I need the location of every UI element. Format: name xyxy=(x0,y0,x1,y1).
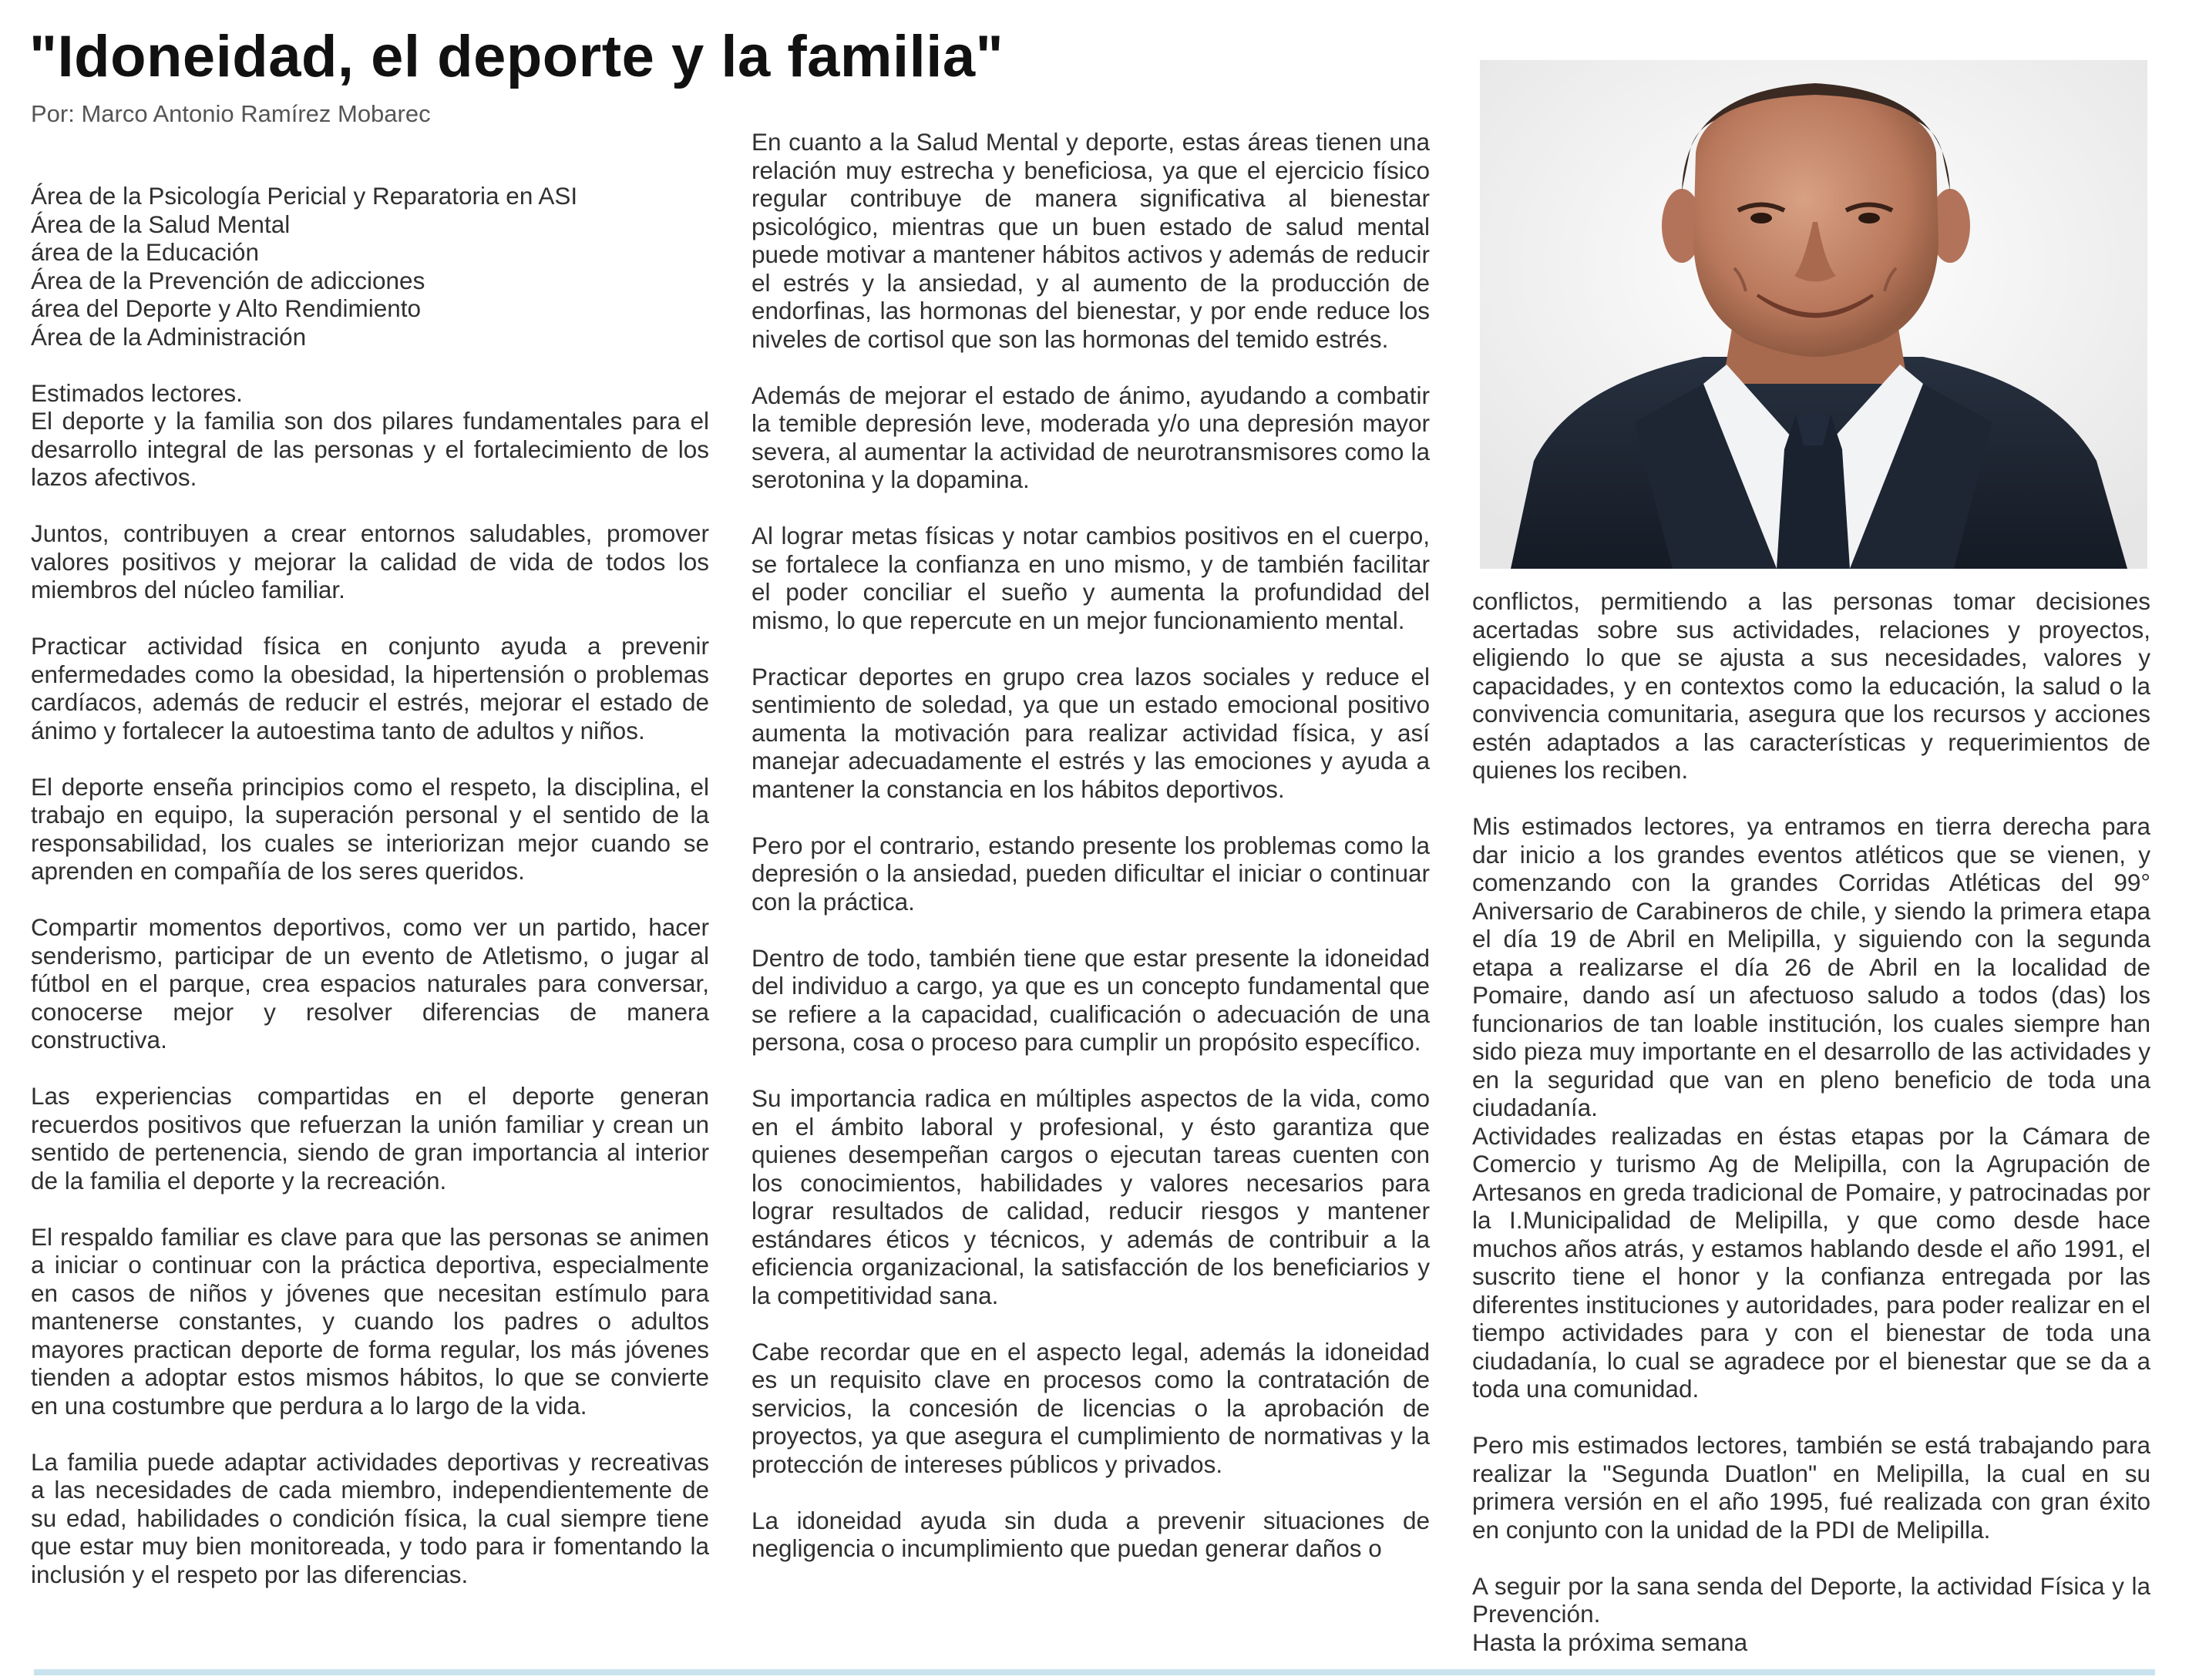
author-area: Área de la Psicología Pericial y Reparatoria en ASI xyxy=(31,182,578,210)
author-area: Área de la Prevención de adicciones xyxy=(31,266,425,294)
paragraph: A seguir por la sana senda del Deporte, la actividad Física y la Prevención. xyxy=(1472,1571,2150,1628)
article-title: "Idoneidad, el deporte y la familia" xyxy=(29,24,1004,89)
article-column-2 xyxy=(752,128,1430,1563)
paragraph: Pero por el contrario, estando presente los problemas como la depresión o la ansiedad, pueden dificultar el iniciar o continuar con la práctica. xyxy=(752,831,1430,916)
paragraph: Además de mejorar el estado de ánimo, ayudando a combatir la temible depresión leve, moderada y/o una depresión mayor severa, al aumentar la actividad de neurotransmisores como la serotonina y la dopamina. xyxy=(752,381,1430,493)
author-area: Área de la Salud Mental xyxy=(31,210,291,238)
greeting: Estimados lectores. xyxy=(31,378,243,407)
article-column-3 xyxy=(1472,587,2150,1656)
article-byline: Por: Marco Antonio Ramírez Mobarec xyxy=(31,100,431,127)
paragraph: Su importancia radica en múltiples aspectos de la vida, como en el ámbito laboral y profesional, y ésto garantiza que quienes desempeñan cargos o ejecutan tareas cuenten con los conocimientos, habilidades y valores necesarios para lograr resultados de calidad, reducir riesgos y mantener estándares éticos y técnicos, y además de contribuir a la eficiencia organizacional, la satisfacción de los beneficiarios y la competitividad sana. xyxy=(752,1084,1430,1309)
author-area: Área de la Administración xyxy=(31,322,307,351)
paragraph: El respaldo familiar es clave para que las personas se animen a iniciar o continuar con la práctica deportiva, especialmente en casos de niños y jóvenes que necesitan estímulo para mantenerse constantes, y cuando los padres o adultos mayores practican deporte de forma regular, los más jóvenes tienden a adoptar estos mismos hábitos, lo que se convierte en una costumbre que perdura a lo largo de la vida. xyxy=(31,1222,709,1420)
author-areas-list xyxy=(31,182,709,351)
signoff: Hasta la próxima semana xyxy=(1472,1628,1748,1656)
footer-rule xyxy=(34,1669,2155,1675)
paragraph: En cuanto a la Salud Mental y deporte, estas áreas tienen una relación muy estrecha y beneficiosa, ya que el ejercicio físico regular contribuye de manera significativa al bienestar psicológico, mientras que un buen estado de salud mental puede motivar a mantener hábitos activos y además de reducir el estrés y la ansiedad, y al aumento de la producción de endorfinas, las hormonas del bienestar, y por ende reduce los niveles de cortisol que son las hormonas del temido estrés. xyxy=(752,128,1430,353)
author-portrait-illustration xyxy=(1480,60,2147,569)
paragraph-text: El deporte y la familia son dos pilares fundamentales para el desarrollo integral de las personas y el fortalecimiento de los lazos afectivos. xyxy=(31,407,709,491)
paragraph: Las experiencias compartidas en el deporte generan recuerdos positivos que refuerzan la unión familiar y crean un sentido de pertenencia, siendo de gran importancia al interior de la familia el deporte y la recreación. xyxy=(31,1082,709,1194)
paragraph: La idoneidad ayuda sin duda a prevenir situaciones de negligencia o incumplimiento que puedan generar daños o xyxy=(752,1506,1430,1562)
paragraph: Al lograr metas físicas y notar cambios positivos en el cuerpo, se fortalece la confianza en uno mismo, y de también facilitar el poder conciliar el sueño y aumenta la profundidad del mismo, lo que repercute en un mejor funcionamiento mental. xyxy=(752,522,1430,634)
paragraph: Compartir momentos deportivos, como ver un partido, hacer senderismo, participar de un evento de Atletismo, o jugar al fútbol en el parque, crea espacios naturales para conversar, conocerse mejor y resolver diferencias de manera constructiva. xyxy=(31,913,709,1053)
paragraph: El deporte enseña principios como el respeto, la disciplina, el trabajo en equipo, la superación personal y el sentido de la responsabilidad, los cuales se interiorizan mejor cuando se aprenden en compañía de los seres queridos. xyxy=(31,772,709,885)
paragraph: Actividades realizadas en éstas etapas por la Cámara de Comercio y turismo Ag de Melipilla, con la Agrupación de Artesanos en greda tradicional de Pomaire, y patrocinadas por la I.Municipalidad de Melipilla, y que como desde hace muchos años atrás, y estamos hablando desde el año 1991, el suscrito tiene el honor y la confianza entregada por las diferentes instituciones y autoridades, para poder realizar en el tiempo actividades para y con el bienestar de toda una ciudadanía, lo cual se agradece por el bienestar que se da a toda una comunidad. xyxy=(1472,1121,2150,1403)
author-area: área de la Educación xyxy=(31,238,259,266)
paragraph: Pero mis estimados lectores, también se está trabajando para realizar la "Segunda Duatlon" en Melipilla, la cual en su primera versión en el año 1995, fué realizada con gran éxito en conjunto con la unidad de la PDI de Melipilla. xyxy=(1472,1431,2150,1544)
greeting-paragraph xyxy=(31,379,709,492)
paragraph: Dentro de todo, también tiene que estar presente la idoneidad del individuo a cargo, ya que es un concepto fundamental que se refiere a la capacidad, cualificación o adecuación de una persona, cosa o proceso para cumplir un propósito específico. xyxy=(752,943,1430,1056)
paragraph: conflictos, permitiendo a las personas tomar decisiones acertadas sobre sus actividades, relaciones y proyectos, eligiendo lo que se ajusta a sus necesidades, valores y capacidades, y en contextos como la educación, la salud o la convivencia comunitaria, asegura que los recursos y acciones estén adaptados a las características y requerimientos de quienes los reciben. xyxy=(1472,587,2150,784)
paragraph: Mis estimados lectores, ya entramos en tierra derecha para dar inicio a los grandes eventos atléticos que se vienen, y comenzando con la grandes Corridas Atléticas del 99° Aniversario de Carabineros de chile, y siendo la primera etapa el día 19 de Abril en Melipilla, y siguiendo con la segunda etapa a realizarse el día 26 de Abril en la localidad de Pomaire, dando así un afectuoso saludo a todos (das) los funcionarios de tan loable institución, los cuales siempre han sido pieza muy importante en el desarrollo de las actividades y en la seguridad que van en pleno beneficio de toda una ciudadanía. xyxy=(1472,812,2150,1121)
paragraph: La familia puede adaptar actividades deportivas y recreativas a las necesidades de cada miembro, independientemente de su edad, habilidades o condición física, la cual siempre tiene que estar muy bien monitoreada, y todo para ir fomentando la inclusión y el respeto por las diferencias. xyxy=(31,1447,709,1588)
paragraph: Juntos, contribuyen a crear entornos saludables, promover valores positivos y mejorar la calidad de vida de todos los miembros del núcleo familiar. xyxy=(31,519,709,603)
paragraph: Cabe recordar que en el aspecto legal, además la idoneidad es un requisito clave en procesos como la contratación de servicios, la concesión de licencias o la aprobación de proyectos, ya que asegura el cumplimiento de normativas y la protección de intereses públicos y privados. xyxy=(752,1337,1430,1478)
paragraph: Practicar deportes en grupo crea lazos sociales y reduce el sentimiento de soledad, ya que un estado emocional positivo aumenta la motivación para realizar actividad física, y así manejar adecuadamente el estrés y las emociones y ayuda a mantener la constancia en los hábitos deportivos. xyxy=(752,662,1430,803)
author-photo xyxy=(1480,60,2147,569)
paragraph: Practicar actividad física en conjunto ayuda a prevenir enfermedades como la obesidad, la hipertensión o problemas cardíacos, además de reducir el estrés, mejorar el estado de ánimo y fortalecer la autoestima tanto de adultos y niños. xyxy=(31,632,709,744)
author-area: área del Deporte y Alto Rendimiento xyxy=(31,294,422,322)
article-column-1 xyxy=(31,182,709,1588)
